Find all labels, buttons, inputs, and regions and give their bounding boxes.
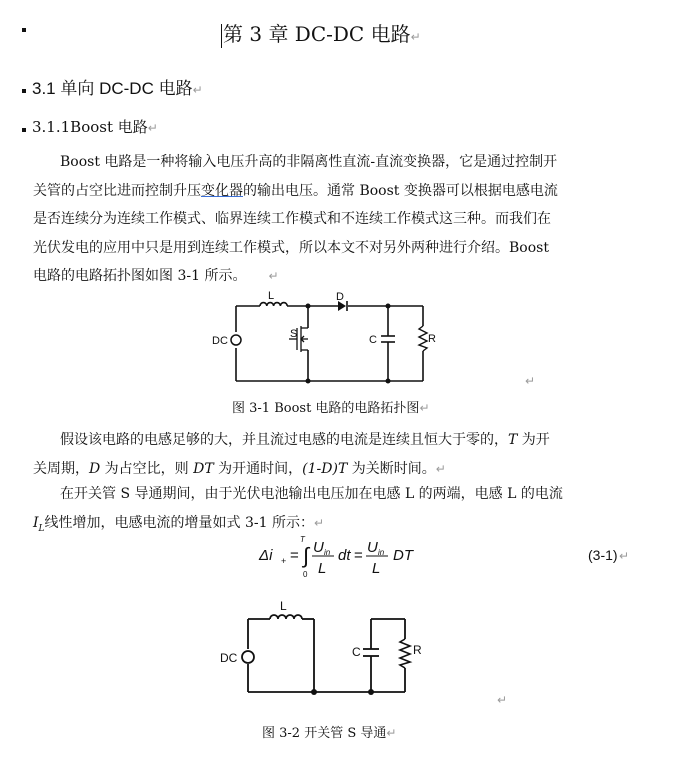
inductor-symbol [260, 303, 287, 306]
label-resistor: R [413, 643, 422, 657]
paragraph-mark: ↵ [147, 121, 158, 135]
paragraph-mark: ↵ [497, 693, 508, 707]
section-title: 3.1 单向 DC-DC 电路↵ [32, 79, 203, 98]
text-line: 电路的电路拓扑图如图 3-1 所示。 ↵ [33, 268, 279, 284]
eq-denominator-2: L [372, 560, 381, 577]
eq-numerator-2: U [367, 539, 378, 556]
text-cursor [221, 24, 222, 48]
eq-int-lower: 0 [303, 570, 308, 579]
eq-equals: = [290, 547, 299, 564]
resistor-symbol [419, 326, 427, 351]
label-switch: S [290, 328, 298, 340]
eq-int-upper: T [300, 535, 305, 544]
heading1-bullet [22, 28, 26, 32]
dc-source-symbol [242, 651, 254, 663]
junction-dot [368, 689, 374, 695]
eq-numerator-2-sub: in [378, 548, 385, 557]
paragraph-mark: ↵ [313, 515, 325, 530]
paragraph-mark: ↵ [386, 726, 397, 740]
boost-circuit-figure [205, 286, 445, 388]
text-line: 关管的占空比进而控制升压变化器的输出电压。通常 Boost 变换器可以根据电感电流 [33, 182, 558, 199]
chapter-title: 第 3 章 DC-DC 电路↵ [223, 22, 421, 46]
label-inductor: L [268, 290, 275, 302]
label-resistor: R [428, 333, 436, 345]
switch-on-circuit-figure [215, 596, 430, 700]
spelling-underline: 变化器 [201, 182, 243, 199]
eq-dt-product: DT [393, 547, 413, 564]
paragraph-switch-on [33, 480, 623, 537]
inductor-symbol [270, 615, 302, 619]
text-line: 假设该电路的电感足够的大，并且流过电感的电流是连续且恒大于零的，T 为开 [60, 432, 550, 448]
paragraph-mark: ↵ [410, 30, 421, 44]
label-capacitor: C [352, 645, 361, 659]
eq-numerator-sub: in [324, 548, 331, 557]
text-line: 关周期，D 为占空比，则 DT 为开通时间，(1-D)T 为关断时间。↵ [33, 460, 446, 477]
junction-dot [386, 379, 391, 384]
junction-dot [386, 304, 391, 309]
figure2-caption: 图 3-2 开关管 S 导通↵ [262, 726, 397, 741]
paragraph-mark: ↵ [435, 461, 446, 476]
text-line: 是否连续分为连续工作模式、临界连续工作模式和不连续工作模式这三种。而我们在 [33, 211, 551, 227]
paragraph-mark: ↵ [268, 269, 279, 283]
junction-dot [306, 304, 311, 309]
text-line: Boost 电路是一种将输入电压升高的非隔离性直流-直流变换器，它是通过控制开 [60, 154, 558, 170]
equation-3-1 [255, 532, 635, 582]
heading3-bullet [22, 128, 26, 132]
text-line: $I_L$线性增加，电感电流的增量如式 3-1 所示：↵ [33, 514, 325, 534]
dc-source-symbol [231, 335, 241, 345]
heading2-bullet [22, 89, 26, 93]
junction-dot [311, 689, 317, 695]
label-inductor: L [280, 599, 287, 613]
eq-denominator: L [318, 560, 327, 577]
label-dc-source: DC [220, 651, 238, 665]
eq-numerator: U [313, 539, 324, 556]
eq-plus-subscript: + [281, 556, 287, 566]
eq-integral: ∫ [303, 543, 310, 568]
resistor-symbol [400, 639, 410, 668]
junction-dot [306, 379, 311, 384]
label-diode: D [336, 291, 344, 303]
eq-delta-i: Δi [259, 547, 273, 564]
paragraph-mark: ↵ [619, 549, 630, 563]
paragraph-intro [33, 148, 623, 291]
capacitor-symbol [363, 649, 379, 656]
text-line: 在开关管 S 导通期间，由于光伏电池输出电压加在电感 L 的两端，电感 L 的电流 [60, 486, 563, 502]
eq-number: (3-1) [588, 547, 618, 563]
label-dc-source: DC [212, 335, 228, 347]
paragraph-assumption [33, 426, 623, 483]
paragraph-mark: ↵ [419, 401, 430, 415]
capacitor-symbol [381, 336, 395, 342]
text-line: 光伏发电的应用中只是用到连续工作模式，所以本文不对另外两种进行介绍。Boost [33, 239, 549, 256]
figure1-caption: 图 3-1 Boost 电路的电路拓扑图↵ [232, 401, 430, 416]
paragraph-mark: ↵ [525, 374, 536, 388]
paragraph-mark: ↵ [192, 83, 203, 97]
label-capacitor: C [369, 334, 377, 346]
subsection-title: 3.1.1Boost 电路↵ [32, 118, 158, 136]
eq-dt: dt [338, 547, 351, 564]
eq-equals-2: = [354, 547, 363, 564]
